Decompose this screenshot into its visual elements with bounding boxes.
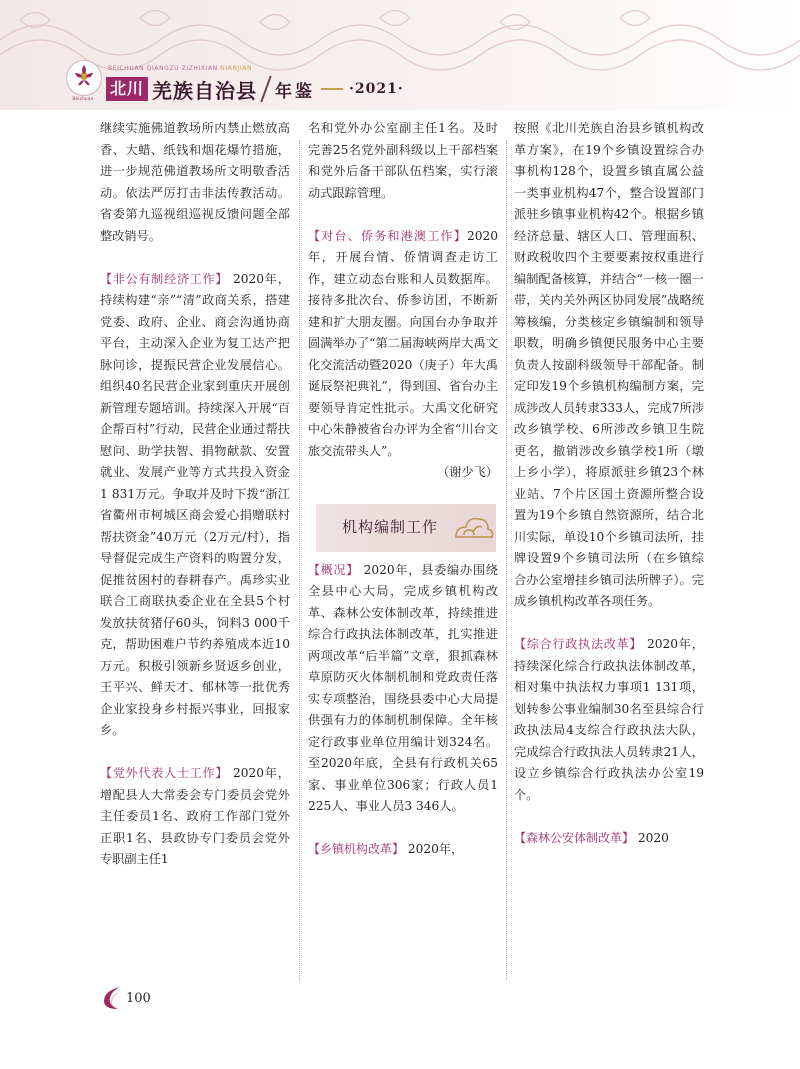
section-private-economy	[100, 269, 290, 742]
flower-icon	[67, 61, 101, 95]
header-pinyin	[108, 65, 252, 72]
section-taiwan-overseas	[308, 226, 498, 463]
header-title	[106, 75, 404, 103]
title-slash-divider	[260, 76, 271, 102]
chapter-banner	[316, 504, 496, 552]
section-heading: 【综合行政执法改革】	[514, 637, 643, 651]
page-number: 100	[126, 990, 151, 1006]
section-text: 2020年，持续深化综合行政执法体制改革，相对集中执法权力事项1 131项，划转参公事业编制30名至县综合行政执法局4支综合行政执法大队，完成综合行政执法人员转隶21人，设立乡镇综合行政执法办公室19个。	[514, 637, 704, 802]
title-yearbook: 年鉴	[275, 81, 316, 102]
column-1	[100, 118, 290, 871]
page-footer	[100, 985, 151, 1011]
section-heading: 【对台、侨务和港澳工作】	[308, 228, 467, 243]
section-heading: 【森林公安体制改革】	[514, 830, 635, 845]
section-text: 2020年，	[404, 842, 464, 856]
section-text: 2020年，县委编办围绕全县中心大局，完成乡镇机构改革、森林公安体制改革，持续推进综合行政执法体制改革，扎实推进两项改革“后半篇”文章，狠抓森林草原防灭火体制机制和党政责任落实专项整治，围绕县委中心大局提供强有力的体制机制保障。全年核定行政事业单位用编计划324名。至2020年底，全县有行政机关65家、事业单位306家；行政人员1 225人、事业人员3 346人。	[308, 562, 498, 813]
column-2	[308, 118, 498, 861]
logo-emblem	[66, 60, 102, 96]
section-forest-police-reform	[514, 828, 704, 850]
section-heading: 【乡镇机构改革】	[308, 842, 405, 856]
pinyin-accent: NIANJIAN	[220, 65, 253, 72]
section-text: 2020年，持续构建“亲”“清”政商关系，搭建党委、政府、企业、商会沟通协商平台，主动深入企业为复工达产把脉问诊，提振民营企业发展信心。组织40名民营企业家到重庆开展创新管理专题培训。持续深入开展“百企帮百村”行动，民营企业通过帮扶慰问、助学扶智、捐物献款、安置就业、发展产业等方式共投入资金1 831万元。争取并及时下拨“浙江省衢州市柯城区商会爱心捐赠联村帮扶资金”40万元（2万元/村），指导督促完成生产资料的购置分发，促推贫困村的春耕春产。禹珍实业联合工商联执委企业在全县5个村发放扶贫猪仔60头，饲料3 000千克，帮助困难户节约养殖成本近10万元。积极引领新乡贤返乡创业，王平兴、鲜天才、郁林等一批优秀企业家投身乡村振兴事业，回报家乡。	[100, 271, 290, 737]
paragraph-continuation: 名和党外办公室副主任1名。及时完善25名党外副科级以上干部档案和党外后备干部队伍档案，实行滚动式跟踪管理。	[308, 121, 498, 200]
cloud-ornament-icon	[450, 507, 494, 549]
section-heading: 【党外代表人士工作】	[100, 766, 229, 780]
title-county: 羌族自治县	[152, 78, 258, 103]
section-law-enforcement-reform	[514, 634, 704, 806]
author-signature: （谢少飞）	[437, 465, 498, 479]
section-overview	[308, 560, 498, 818]
section-heading: 【概况】	[308, 562, 359, 577]
chapter-title: 机构编制工作	[342, 517, 439, 536]
title-year: ·2021·	[349, 81, 404, 97]
section-text: 2020	[634, 830, 669, 845]
petal-ornament-icon	[100, 985, 122, 1011]
section-text: 2020年，开展台情、侨情调查走访工作，建立动态台账和人员数据库。接待多批次台、侨参访团，不断新建和扩大朋友圈。向国台办争取并圆满举办了“第二届海峡两岸大禹文化交流活动暨2020（庚子）年大禹诞辰祭祀典礼”，得到国、省台办主要领导肯定性批示。大禹文化研究中心朱静被省台办评为全省“川台文旅交流带头人”。	[308, 228, 498, 458]
paragraph-township-details: 按照《北川羌族自治县乡镇机构改革方案》，在19个乡镇设置综合办事机构128个，设置乡镇直属公益一类事业机构47个，整合设置部门派驻乡镇事业机构42个。根据乡镇经济总量、辖区人口、管理面积、财政税收四个主要要素按权重进行编制配备核算，并结合“一核一圈一带，关内关外两区协同发展”战略统筹核编，分类核定乡镇编制和领导职数，明确乡镇便民服务中心主要负责人按副科级领导干部配备。制定印发19个乡镇机构编制方案，完成涉改人员转隶333人，完成7所涉改乡镇学校、6所涉改乡镇卫生院更名，撤销涉改乡镇学校1所（墩上乡小学），将原派驻乡镇23个林业站、7个片区国土资源所整合设置为19个乡镇自然资源所，结合北川实际，单设10个乡镇司法所，挂牌设置9个乡镇司法所（在乡镇综合办公室增挂乡镇司法所牌子）。完成乡镇机构改革各项任务。	[514, 121, 704, 608]
pinyin-main: BEICHUAN QIANGZU ZIZHIXIAN	[108, 65, 218, 72]
title-beichuan: 北川	[106, 77, 148, 101]
title-decoration	[321, 88, 343, 90]
column-3	[514, 118, 704, 849]
section-text: 2020年，增配县人大常委会专门委员会党外主任委员1名、政府工作部门党外正职1名、县政协专门委员会党外专职副主任1	[100, 766, 290, 866]
column-divider-2	[506, 140, 507, 980]
paragraph-religion: 继续实施佛道教场所内禁止燃放高香、大蜡、纸钱和烟花爆竹措施，进一步规范佛道教场所文明敬香活动。依法严厉打击非法传教活动。省委第九巡视组巡视反馈问题全部整改销号。	[100, 121, 290, 243]
section-heading: 【非公有制经济工作】	[100, 271, 229, 286]
section-non-party-figures	[100, 763, 290, 871]
header-band	[0, 0, 800, 110]
section-township-reform	[308, 839, 498, 861]
logo-caption: Beichuan	[72, 96, 94, 101]
column-divider-1	[299, 140, 300, 980]
